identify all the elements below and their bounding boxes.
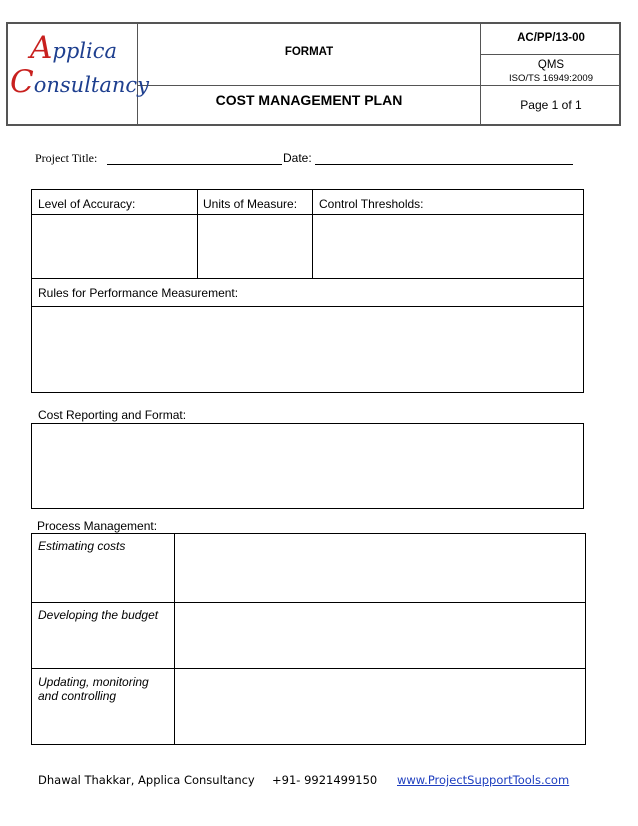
company-logo: Consultancy xyxy=(10,64,150,100)
document-code: AC/PP/13-00 xyxy=(517,32,585,44)
quality-system: QMS xyxy=(537,59,565,71)
developing-budget-field[interactable] xyxy=(175,603,585,667)
rules-performance-label: Rules for Performance Measurement: xyxy=(38,286,239,300)
updating-monitoring-field[interactable] xyxy=(175,669,585,744)
document-title: COST MANAGEMENT PLAN xyxy=(215,92,403,108)
header-divider xyxy=(480,54,621,55)
control-thresholds-field[interactable] xyxy=(313,215,583,277)
date-label: Date: xyxy=(283,151,312,165)
project-title-label: Project Title: xyxy=(35,151,98,165)
cost-reporting-label: Cost Reporting and Format: xyxy=(38,408,187,422)
header-divider xyxy=(137,85,621,86)
footer-author: Dhawal Thakkar, Applica Consultancy xyxy=(38,773,255,787)
developing-budget-label: Developing the budget xyxy=(38,608,159,622)
units-of-measure-label: Units of Measure: xyxy=(203,197,298,211)
control-thresholds-label: Control Thresholds: xyxy=(319,197,424,211)
updating-monitoring-label: Updating, monitoring and controlling xyxy=(38,675,149,703)
level-of-accuracy-field[interactable] xyxy=(32,215,196,277)
project-title-field[interactable] xyxy=(107,164,282,165)
footer-phone: +91- 9921499150 xyxy=(272,773,378,787)
rules-performance-field[interactable] xyxy=(32,307,583,392)
estimating-costs-field[interactable] xyxy=(175,534,585,601)
footer-website-link[interactable]: www.ProjectSupportTools.com xyxy=(397,773,570,787)
standard-label: ISO/TS 16949:2009 xyxy=(509,73,593,84)
page-number: Page 1 of 1 xyxy=(520,98,582,112)
company-logo: Applica xyxy=(30,30,117,66)
document-header xyxy=(6,22,621,126)
cost-reporting-field[interactable] xyxy=(31,423,584,509)
level-of-accuracy-label: Level of Accuracy: xyxy=(38,197,136,211)
estimating-costs-label: Estimating costs xyxy=(38,539,126,553)
process-management-label: Process Management: xyxy=(37,519,158,533)
date-field[interactable] xyxy=(315,164,573,165)
table-divider xyxy=(31,278,584,279)
units-of-measure-field[interactable] xyxy=(198,215,311,277)
format-label: FORMAT xyxy=(284,46,334,58)
